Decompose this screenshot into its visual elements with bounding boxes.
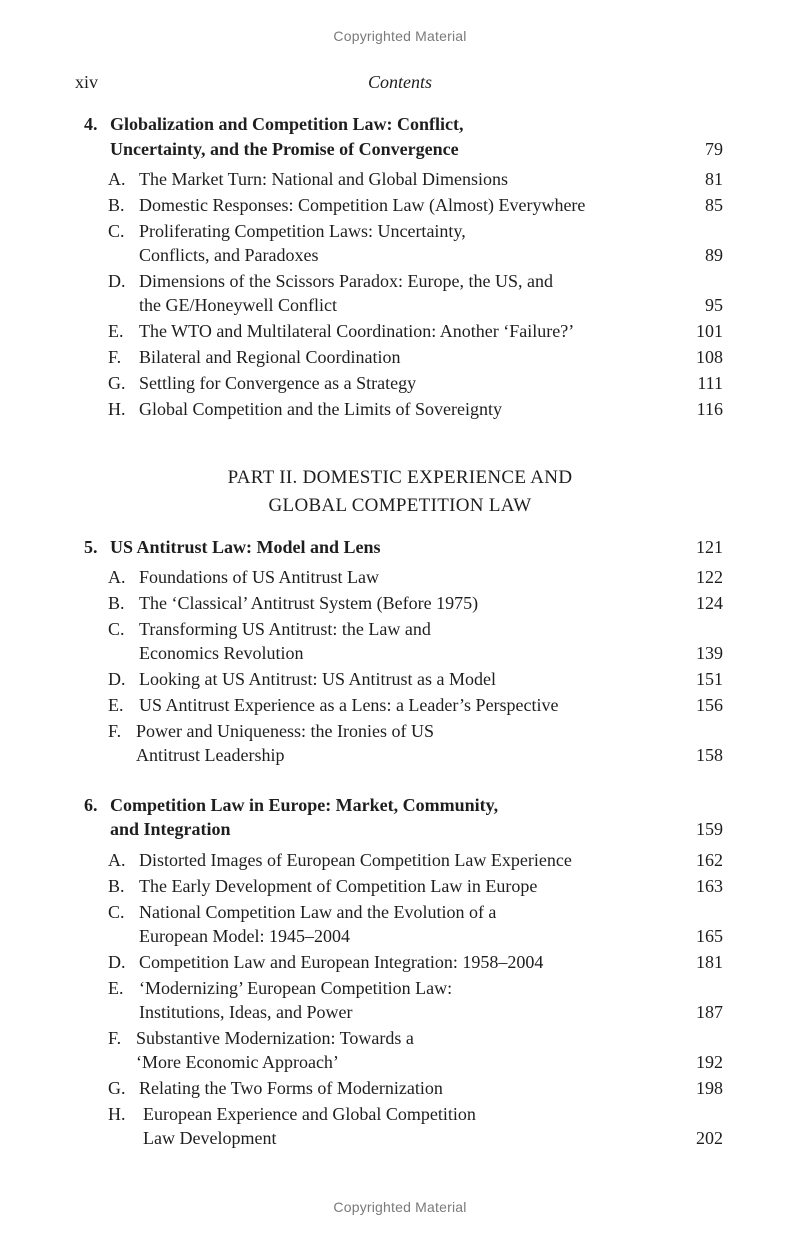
entry-letter: A. <box>108 850 126 870</box>
entry-title: Law Development <box>143 1128 277 1148</box>
entry-page: 187 <box>696 1002 723 1022</box>
entry-title: US Antitrust Experience as a Lens: a Leader’s Perspective <box>139 695 559 715</box>
chapter-title-line: Competition Law in Europe: Market, Community, <box>110 795 499 815</box>
entry-letter: B. <box>108 195 125 215</box>
entry-title: Economics Revolution <box>139 643 304 663</box>
page-folio: xiv <box>75 72 99 92</box>
entry-page: 198 <box>696 1078 723 1098</box>
entry-letter: D. <box>108 271 126 291</box>
entry-page: 139 <box>696 643 723 663</box>
entry-letter: G. <box>108 373 126 393</box>
entry-title: ‘More Economic Approach’ <box>136 1052 339 1072</box>
entry-letter: G. <box>108 1078 126 1098</box>
entry-title: ‘Modernizing’ European Competition Law: <box>139 978 453 998</box>
entry-title: Dimensions of the Scissors Paradox: Europe, the US, and <box>139 271 553 291</box>
chapter-title-line: Globalization and Competition Law: Conflict, <box>110 114 464 134</box>
chapter-page: 121 <box>696 537 723 557</box>
entry-title: Competition Law and European Integration: 1958–2004 <box>139 952 544 972</box>
entry-letter: E. <box>108 321 124 341</box>
chapter-number: 4. <box>84 114 98 134</box>
entry-page: 202 <box>696 1128 723 1148</box>
entry-title: Proliferating Competition Laws: Uncertainty, <box>139 221 466 241</box>
entry-title: Domestic Responses: Competition Law (Almost) Everywhere <box>139 195 586 215</box>
entry-letter: B. <box>108 593 125 613</box>
watermark-bottom: Copyrighted Material <box>333 1199 467 1215</box>
chapter-number: 5. <box>84 537 98 557</box>
entry-page: 122 <box>696 567 723 587</box>
chapter-number: 6. <box>84 795 98 815</box>
entry-title: The Early Development of Competition Law in Europe <box>139 876 538 896</box>
chapter-page: 79 <box>705 139 723 159</box>
entry-title: The Market Turn: National and Global Dimensions <box>139 169 508 189</box>
entry-letter: F. <box>108 721 122 741</box>
entry-letter: A. <box>108 169 126 189</box>
entry-letter: F. <box>108 1028 122 1048</box>
entry-title: European Experience and Global Competition <box>143 1104 476 1124</box>
watermark-top: Copyrighted Material <box>333 28 467 44</box>
entry-letter: H. <box>108 1104 126 1124</box>
chapter-title-line: Uncertainty, and the Promise of Convergence <box>110 139 459 159</box>
entry-page: 108 <box>696 347 723 367</box>
entry-page: 181 <box>696 952 723 972</box>
entry-page: 158 <box>696 745 723 765</box>
entry-title: The ‘Classical’ Antitrust System (Before 1975) <box>139 593 479 613</box>
entry-title: Substantive Modernization: Towards a <box>136 1028 414 1048</box>
entry-letter: H. <box>108 399 126 419</box>
chapter-page: 159 <box>696 819 723 839</box>
entry-title: the GE/Honeywell Conflict <box>139 295 337 315</box>
entry-title: Looking at US Antitrust: US Antitrust as a Model <box>139 669 497 689</box>
entry-page: 81 <box>705 169 723 189</box>
entry-page: 111 <box>697 373 723 393</box>
entry-title: Transforming US Antitrust: the Law and <box>139 619 431 639</box>
entry-title: Conflicts, and Paradoxes <box>139 245 319 265</box>
entry-letter: C. <box>108 221 125 241</box>
entry-page: 116 <box>696 399 723 419</box>
entry-page: 101 <box>696 321 723 341</box>
running-title: Contents <box>367 72 432 92</box>
entry-page: 162 <box>696 850 723 870</box>
entry-title: Global Competition and the Limits of Sovereignty <box>139 399 502 419</box>
entry-letter: E. <box>108 978 124 998</box>
entry-title: Institutions, Ideas, and Power <box>139 1002 353 1022</box>
entry-letter: E. <box>108 695 124 715</box>
entry-letter: D. <box>108 952 126 972</box>
part-heading-line1: PART II. DOMESTIC EXPERIENCE AND <box>227 467 573 488</box>
entry-title: Bilateral and Regional Coordination <box>139 347 401 367</box>
entry-title: Settling for Convergence as a Strategy <box>139 373 417 393</box>
entry-page: 124 <box>696 593 723 613</box>
entry-title: National Competition Law and the Evolution of a <box>139 902 497 922</box>
chapter-title-line: and Integration <box>110 819 231 839</box>
entry-page: 95 <box>705 295 723 315</box>
entry-title: European Model: 1945–2004 <box>139 926 350 946</box>
entry-page: 89 <box>705 245 723 265</box>
entry-letter: D. <box>108 669 126 689</box>
running-head <box>0 72 800 96</box>
entry-page: 165 <box>696 926 723 946</box>
entry-title: Relating the Two Forms of Modernization <box>139 1078 443 1098</box>
entry-title: Antitrust Leadership <box>136 745 285 765</box>
entry-page: 192 <box>696 1052 723 1072</box>
entry-page: 151 <box>696 669 723 689</box>
entry-page: 156 <box>696 695 723 715</box>
entry-letter: B. <box>108 876 125 896</box>
entry-letter: F. <box>108 347 122 367</box>
chapter-title-line: US Antitrust Law: Model and Lens <box>110 537 381 557</box>
entry-title: Power and Uniqueness: the Ironies of US <box>136 721 434 741</box>
entry-page: 85 <box>705 195 723 215</box>
entry-letter: A. <box>108 567 126 587</box>
entry-title: The WTO and Multilateral Coordination: Another ‘Failure?’ <box>139 321 575 341</box>
entry-title: Distorted Images of European Competition Law Experience <box>139 850 572 870</box>
entry-letter: C. <box>108 902 125 922</box>
part-heading-line2: GLOBAL COMPETITION LAW <box>268 495 532 516</box>
entry-page: 163 <box>696 876 723 896</box>
entry-letter: C. <box>108 619 125 639</box>
entry-title: Foundations of US Antitrust Law <box>139 567 380 587</box>
